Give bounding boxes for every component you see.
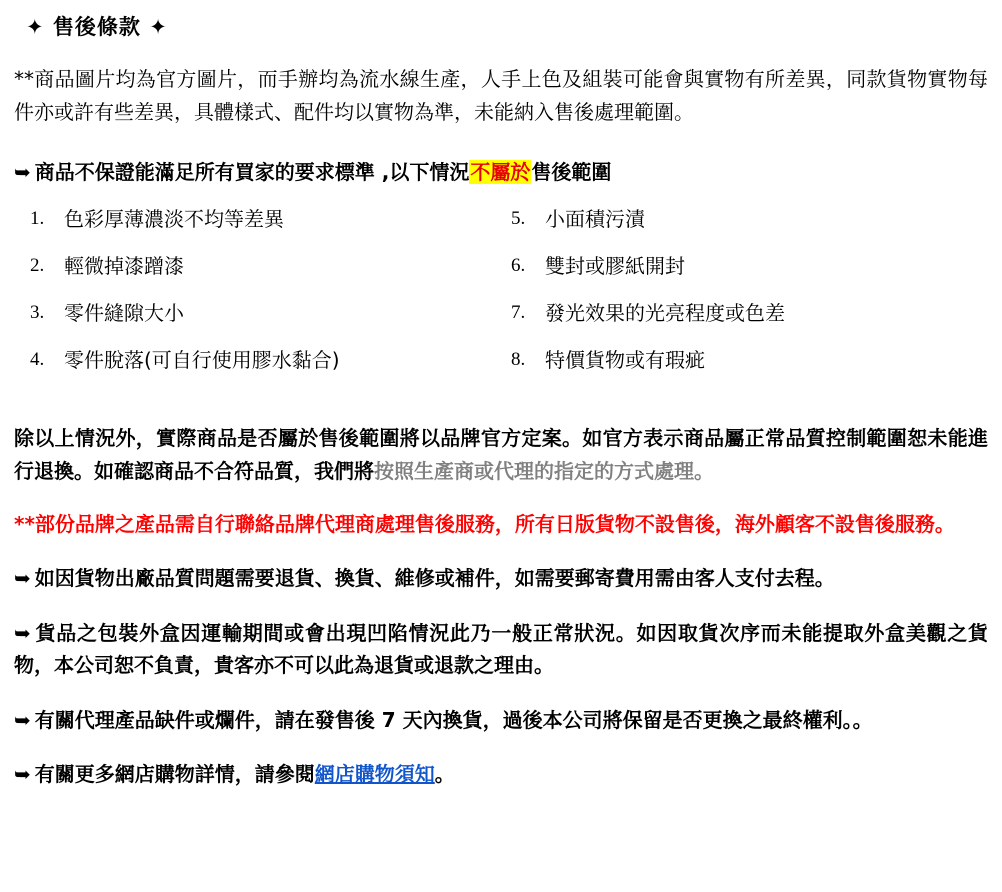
list-item-number: 4. <box>30 349 45 371</box>
scope-heading-before: 商品不保證能滿足所有買家的要求標準 ,以下情況 <box>34 160 470 185</box>
scope-highlight: 不屬於 <box>470 160 531 185</box>
note-item <box>14 562 988 594</box>
list-item-number: 1. <box>30 208 45 230</box>
note-text: 有關代理產品缺件或爛件，請在發售後 7 天內換貨，過後本公司將保留是否更換之最終權利。。 <box>34 707 873 732</box>
list-item <box>30 298 501 329</box>
policy-text-grey: 按照生產商或代理的指定的方式處理。 <box>374 459 714 484</box>
exclusions-list <box>14 204 988 392</box>
scope-heading <box>14 156 988 188</box>
list-item <box>511 298 988 329</box>
scope-heading-after: 售後範圍 <box>531 160 612 185</box>
shopping-guide-link[interactable]: 網店購物須知 <box>314 762 435 787</box>
list-item-number: 2. <box>30 255 45 277</box>
note-text: 貨品之包裝外盒因運輸期間或會出現凹陷情況此乃一般正常狀況。如因取貨次序而未能提取外盒美觀之貨物，本公司恕不負責，貴客亦不可以此為退貨或退款之理由。 <box>14 620 988 678</box>
list-item-label: 色彩厚薄濃淡不均等差異 <box>64 207 284 232</box>
shopping-guide-text-before: 有關更多網店購物詳情，請參閱 <box>34 762 315 787</box>
list-item-label: 雙封或膠紙開封 <box>545 254 685 279</box>
list-item <box>30 345 501 376</box>
list-item-number: 8. <box>511 349 526 371</box>
arrow-icon: ➥ <box>14 620 31 645</box>
list-item <box>511 251 988 282</box>
list-item-number: 7. <box>511 302 526 324</box>
list-item-label: 輕微掉漆蹭漆 <box>64 254 184 279</box>
list-item-label: 小面積污漬 <box>545 207 645 232</box>
page-title: ✦ 售後條款 ✦ <box>26 15 168 39</box>
policy-paragraph <box>14 422 988 488</box>
red-notice: **部份品牌之產品需自行聯絡品牌代理商處理售後服務，所有日版貨物不設售後，海外顧客不設售後服務。 <box>14 512 955 537</box>
note-item <box>14 704 988 736</box>
list-item <box>30 251 501 282</box>
arrow-icon: ➥ <box>14 160 31 185</box>
note-item <box>14 617 988 682</box>
list-item-label: 發光效果的光亮程度或色差 <box>545 301 785 326</box>
arrow-icon: ➥ <box>14 566 31 591</box>
shopping-guide-note <box>14 758 988 790</box>
list-item <box>511 345 988 376</box>
arrow-icon: ➥ <box>14 707 31 732</box>
list-item-label: 特價貨物或有瑕疵 <box>545 348 705 373</box>
exclusions-left-column <box>14 204 501 392</box>
list-item-label: 零件縫隙大小 <box>64 301 184 326</box>
list-item <box>511 204 988 235</box>
intro-paragraph: **商品圖片均為官方圖片，而手辦均為流水線生產，人手上色及組裝可能會與實物有所差異，同款貨物實物每件亦或許有些差異，具體樣式、配件均以實物為準，未能納入售後處理範圍。 <box>14 67 988 124</box>
exclusions-right-column <box>501 204 988 392</box>
policy-text-main: 除以上情況外，實際商品是否屬於售後範圍將以品牌官方定案。如官方表示商品屬正常品質控制範圍恕未能進行退換。如確認商品不合符品質，我們將 <box>14 426 988 484</box>
arrow-icon: ➥ <box>14 762 31 787</box>
list-item <box>30 204 501 235</box>
shopping-guide-text-after: 。 <box>434 762 455 787</box>
list-item-label: 零件脫落(可自行使用膠水黏合) <box>64 348 340 373</box>
list-item-number: 5. <box>511 208 526 230</box>
list-item-number: 3. <box>30 302 45 324</box>
list-item-number: 6. <box>511 255 526 277</box>
note-text: 如因貨物出廠品質問題需要退貨、換貨、維修或補件，如需要郵寄費用需由客人支付去程。 <box>34 566 835 591</box>
